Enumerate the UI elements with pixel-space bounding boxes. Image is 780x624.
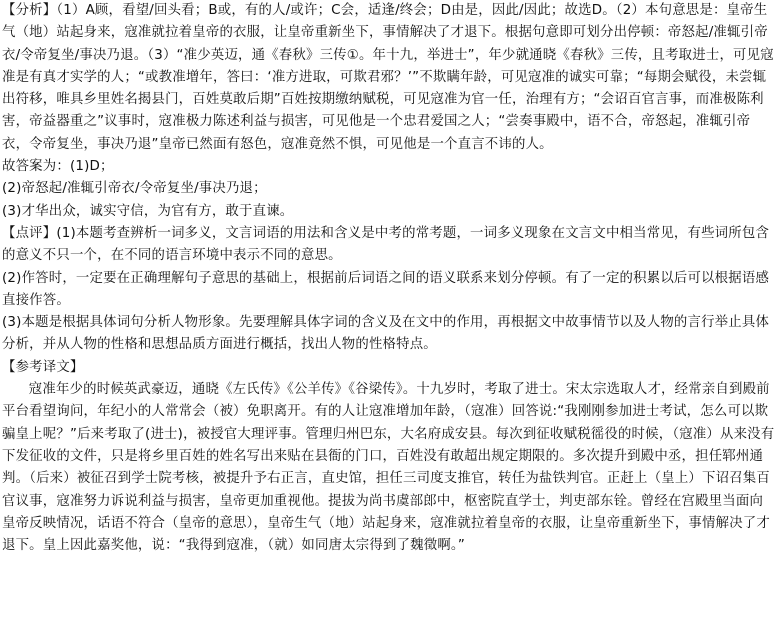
comment-paragraph-2: (2)作答时，一定要在正确理解句子意思的基础上，根据前后词语之间的语义联系来划分停顿。有了一定的积累以后可以根据语感直接作答。 [2, 270, 770, 308]
answer-line-1: 故答案为：(1)D； [2, 159, 114, 175]
answer-line-2: (2)帝怒起/准辄引帝衣/令帝复坐/事决乃退； [2, 181, 267, 197]
answer-line-3: (3)才华出众，诚实守信，为官有方，敢于直谏。 [2, 203, 294, 219]
translation-heading: 【参考译文】 [2, 359, 84, 375]
comment-paragraph-3: (3)本题是根据具体词句分析人物形象。先要理解具体字词的含义及在文中的作用，再根据文中故事情节以及人物的言行举止具体分析，并从人物的性格和思想品质方面进行概括，找出人物的性格特点。 [2, 315, 770, 353]
analysis-paragraph: 【分析】（1）A顾，看望/回头看；B或，有的人/或许；C会，适逢/终会；D由是，因此/因此；故选D。（2）本句意思是：皇帝生气（地）站起身来，寇准就拉着皇帝的衣服，让皇帝重新坐下，事情解决了才退下。根据句意即可划分出停顿：帝怒起/准辄引帝衣/令帝复坐/事决乃退。（3）“准少英迈，通《春秋》三传①。年十九，举进士”，年少就通晓《春秋》三传，且考取进士，可见寇准是有真才实学的人；“或教准增年，答曰：‘准方进取，可欺君邪？’”不欺瞒年龄，可见寇准的诚实可靠；“每期会赋役，未尝辄出符移，唯具乡里姓名揭县门，百姓莫敢后期”百姓按期缴纳赋税，可见寇准为官一任，治理有方；“会诏百官言事，而准极陈利害，帝益器重之”议事时，寇准极力陈述利益与损害，可见他是一个忠君爱国之人；“尝奏事殿中，语不合，帝怒起，准辄引帝衣，令帝复坐，事决乃退”皇帝已然面有怒色，寇准竟然不惧，可见他是一个直言不讳的人。 [2, 3, 774, 152]
document-page [2, 0, 776, 557]
comment-paragraph-1: 【点评】(1)本题考查辨析一词多义，文言词语的用法和含义是中考的常考题，一词多义现象在文言文中相当常见，有些词所包含的意义不只一个，在不同的语言环境中表示不同的意思。 [2, 225, 770, 264]
translation-body: 寇准年少的时候英武豪迈，通晓《左氏传》《公羊传》《谷梁传》。十九岁时，考取了进士。宋太宗选取人才，经常亲自到殿前平台看望询问，年纪小的人常常会（被）免职离开。有的人让寇准增加年龄，（寇准）回答说:“我刚刚参加进士考试，怎么可以欺骗皇上呢？”后来考取了(进士)，被授官大理评事。管理归州巴东，大名府成安县。每次到征收赋税徭役的时候，（寇准）从来没有下发征收的文件，只是将乡里百姓的姓名写出来贴在县衙的门口，百姓没有敢超出规定期限的。多次提升到殿中丞，担任郓州通判。（后来）被征召到学士院考核，被提升予右正言，直史馆，担任三司度支推官，转任为盐铁判官。正赶上（皇上）下诏召集百官议事，寇准努力诉说利益与损害，皇帝更加重视他。提拔为尚书虞部郎中，枢密院直学士，判吏部东铨。曾经在宫殿里当面向皇帝反映情况，话语不符合（皇帝的意思），皇帝生气（地）站起身来，寇准就拉着皇帝的衣服，让皇帝重新坐下，事情解决了才退下。皇上因此嘉奖他，说：“我得到寇准，（就）如同唐太宗得到了魏徵啊。” [2, 382, 775, 554]
